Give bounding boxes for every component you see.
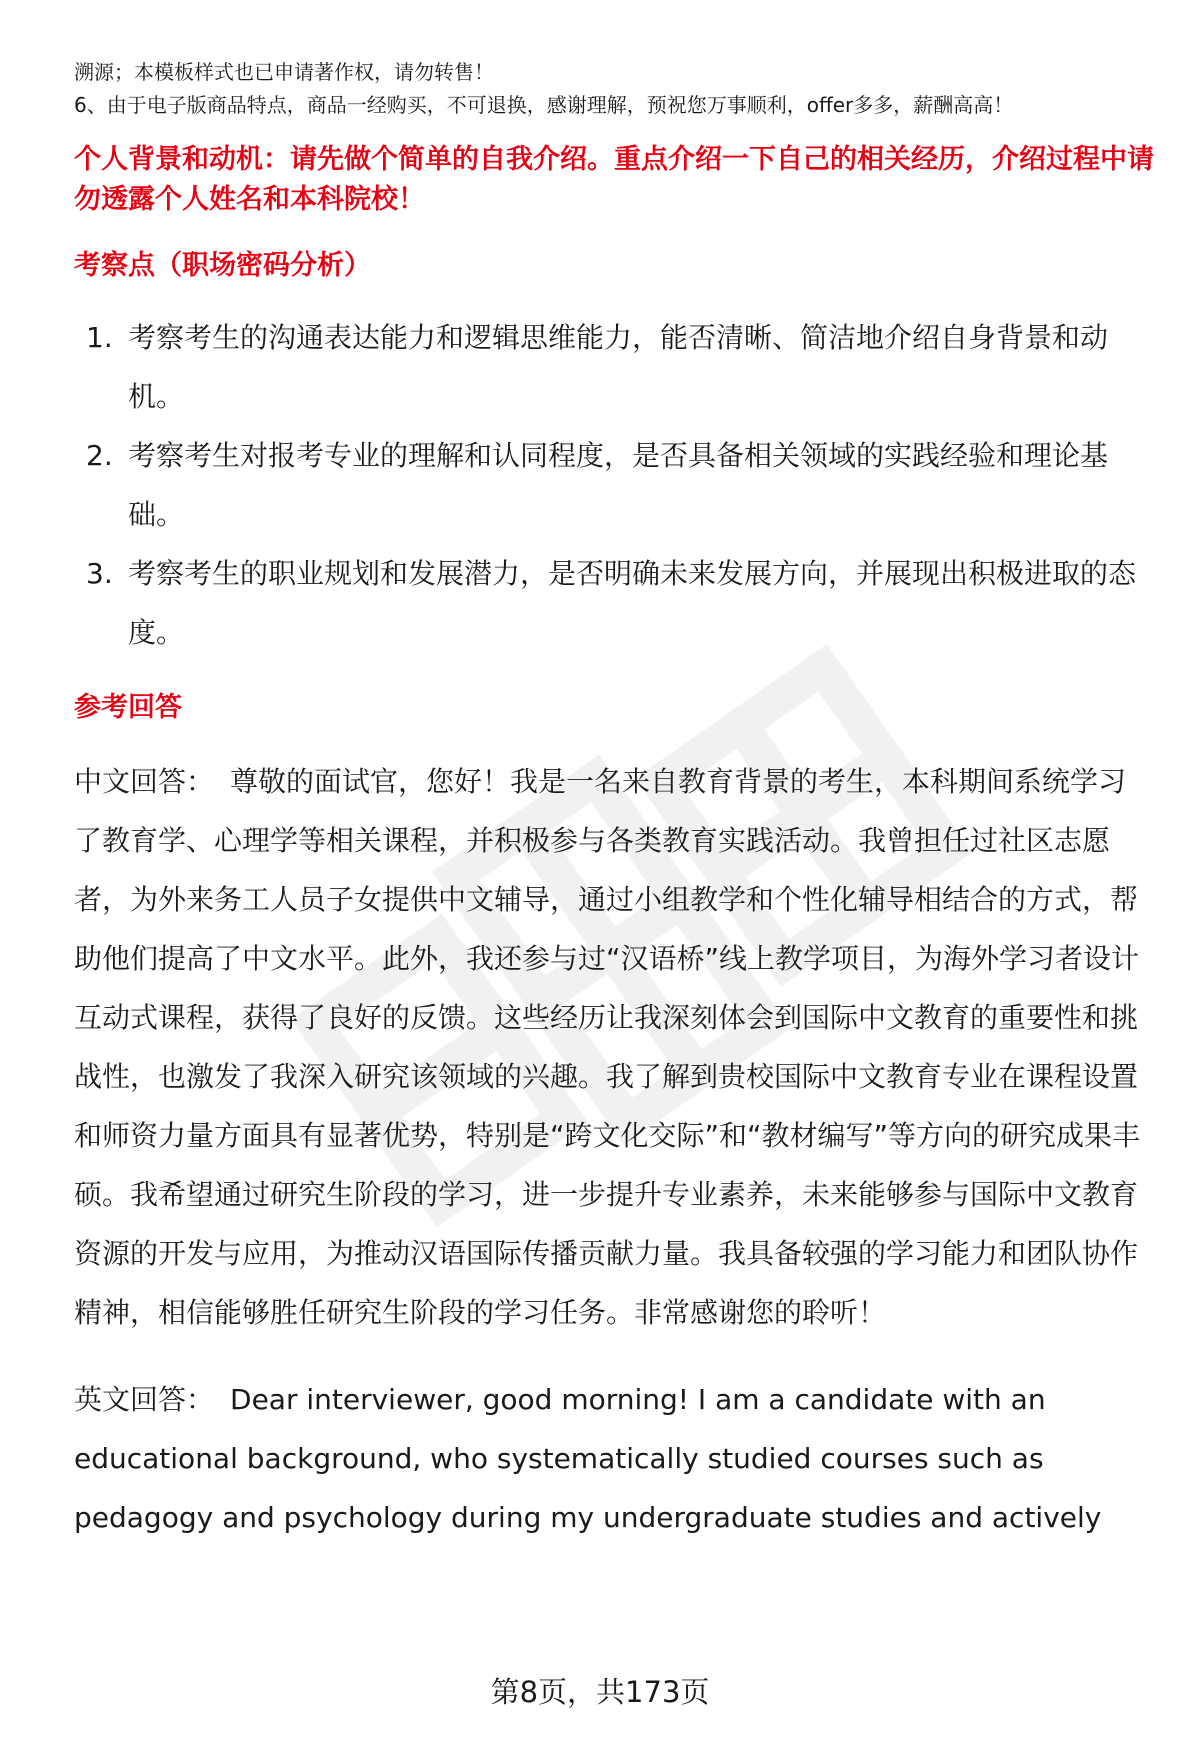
question-title: 个人背景和动机：请先做个简单的自我介绍。重点介绍一下自己的相关经历，介绍过程中请勿透露个人姓名和本科院校！ <box>74 144 1154 215</box>
list-item-number: 2. <box>86 439 113 472</box>
english-answer <box>74 1370 1154 1547</box>
chinese-answer-text: 尊敬的面试官，您好！我是一名来自教育背景的考生，本科期间系统学习了教育学、心理学等相关课程，并积极参与各类教育实践活动。我曾担任过社区志愿者，为外来务工人员子女提供中文辅导，通过小组教学和个性化辅导相结合的方式，帮助他们提高了中文水平。此外，我还参与过“汉语桥”线上教学项目，为海外学习者设计互动式课程，获得了良好的反馈。这些经历让我深刻体会到国际中文教育的重要性和挑战性，也激发了我深入研究该领域的兴趣。我了解到贵校国际中文教育专业在课程设置和师资力量方面具有显著优势，特别是“跨文化交际”和“教材编写”等方向的研究成果丰硕。我希望通过研究生阶段的学习，进一步提升专业素养，未来能够参与国际中文教育资源的开发与应用，为推动汉语国际传播贡献力量。我具备较强的学习能力和团队协作精神，相信能够胜任研究生阶段的学习任务。非常感谢您的聆听！ <box>74 765 1141 1329</box>
list-item-text: 考察考生对报考专业的理解和认同程度，是否具备相关领域的实践经验和理论基础。 <box>128 439 1109 531</box>
list-item-number: 1. <box>86 321 113 354</box>
list-item-text: 考察考生的沟通表达能力和逻辑思维能力，能否清晰、简洁地介绍自身背景和动机。 <box>128 321 1109 413</box>
points-list <box>74 308 1154 662</box>
notice-line-1: 溯源；本模板样式也已申请著作权，请勿转售！ <box>74 60 494 84</box>
list-item-number: 3. <box>86 557 113 590</box>
chinese-answer-label: 中文回答： <box>74 765 215 798</box>
points-heading: 考察点（职场密码分析） <box>74 250 371 281</box>
notice-line-2: 6、由于电子版商品特点，商品一经购买，不可退换，感谢理解，预祝您万事顺利，offer多多，薪酬高高！ <box>74 93 1014 117</box>
list-item-text: 考察考生的职业规划和发展潜力，是否明确未来发展方向，并展现出积极进取的态度。 <box>128 557 1137 649</box>
chinese-answer <box>74 752 1154 1342</box>
list-item <box>74 308 1154 426</box>
list-item <box>74 426 1154 544</box>
english-answer-label: 英文回答： <box>74 1383 215 1416</box>
list-item <box>74 544 1154 662</box>
page-number: 第8页，共173页 <box>490 1675 710 1709</box>
page-content <box>74 56 1154 1547</box>
answer-heading: 参考回答 <box>74 692 182 723</box>
english-answer-text: Dear interviewer, good morning! I am a candidate with an educational background, who systematically studied courses such as pedagogy and psychology during my undergraduate studies and actively <box>74 1383 1102 1534</box>
